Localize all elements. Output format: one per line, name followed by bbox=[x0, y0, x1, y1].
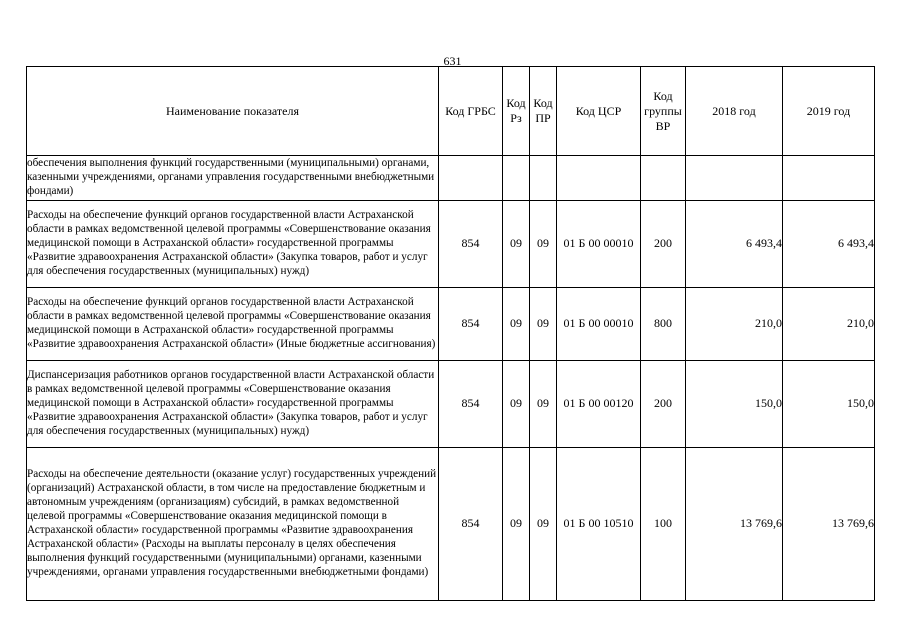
cell-csr bbox=[557, 156, 641, 201]
cell-2018: 150,0 bbox=[686, 361, 783, 448]
cell-grbs: 854 bbox=[439, 361, 503, 448]
header-grbs: Код ГРБС bbox=[439, 67, 503, 156]
cell-vr: 800 bbox=[641, 288, 686, 361]
table-row bbox=[27, 361, 875, 448]
cell-2018 bbox=[686, 156, 783, 201]
cell-csr: 01 Б 00 10510 bbox=[557, 448, 641, 601]
cell-pr: 09 bbox=[530, 201, 557, 288]
cell-vr: 100 bbox=[641, 448, 686, 601]
cell-grbs: 854 bbox=[439, 448, 503, 601]
cell-2018: 6 493,4 bbox=[686, 201, 783, 288]
header-pr: Код ПР bbox=[530, 67, 557, 156]
cell-grbs bbox=[439, 156, 503, 201]
cell-name: Расходы на обеспечение функций органов государственной власти Астраханской области в рамках ведомственной целевой программы «Совершенствование оказания медицинской помощи в Астраханской области» государственной программы «Развитие здравоохранения Астраханской области» (Иные бюджетные ассигнования) bbox=[27, 288, 439, 361]
budget-table bbox=[26, 66, 875, 601]
cell-vr bbox=[641, 156, 686, 201]
cell-vr: 200 bbox=[641, 361, 686, 448]
table-row bbox=[27, 448, 875, 601]
cell-csr: 01 Б 00 00010 bbox=[557, 288, 641, 361]
cell-pr: 09 bbox=[530, 288, 557, 361]
cell-rz bbox=[503, 156, 530, 201]
cell-2019 bbox=[783, 156, 875, 201]
cell-pr: 09 bbox=[530, 448, 557, 601]
cell-csr: 01 Б 00 00120 bbox=[557, 361, 641, 448]
cell-grbs: 854 bbox=[439, 288, 503, 361]
header-rz: Код Рз bbox=[503, 67, 530, 156]
cell-2019: 210,0 bbox=[783, 288, 875, 361]
cell-rz: 09 bbox=[503, 448, 530, 601]
cell-rz: 09 bbox=[503, 288, 530, 361]
cell-rz: 09 bbox=[503, 201, 530, 288]
header-row bbox=[27, 67, 875, 156]
table-row bbox=[27, 288, 875, 361]
cell-pr bbox=[530, 156, 557, 201]
table-row bbox=[27, 156, 875, 201]
cell-2019: 6 493,4 bbox=[783, 201, 875, 288]
cell-2019: 150,0 bbox=[783, 361, 875, 448]
cell-csr: 01 Б 00 00010 bbox=[557, 201, 641, 288]
cell-vr: 200 bbox=[641, 201, 686, 288]
header-2018: 2018 год bbox=[686, 67, 783, 156]
cell-2019: 13 769,6 bbox=[783, 448, 875, 601]
header-vr: Код группы ВР bbox=[641, 67, 686, 156]
cell-pr: 09 bbox=[530, 361, 557, 448]
page-number: 631 bbox=[443, 54, 462, 68]
cell-name: Расходы на обеспечение деятельности (оказание услуг) государственных учреждений (организаций) Астраханской области, в том числе на предоставление бюджетным и автономным учреждениям (организациям) субсидий, в рамках ведомственной целевой программы «Совершенствование оказания медицинской помощи в Астраханской области» государственной программы «Развитие здравоохранения Астраханской области» (Расходы на выплаты персоналу в целях обеспечения выполнения функций государственными (муниципальными) органами, казенными учреждениями, органами управления государственными внебюджетными фондами) bbox=[27, 448, 439, 601]
header-2019: 2019 год bbox=[783, 67, 875, 156]
cell-rz: 09 bbox=[503, 361, 530, 448]
table-row bbox=[27, 201, 875, 288]
header-csr: Код ЦСР bbox=[557, 67, 641, 156]
cell-name: обеспечения выполнения функций государственными (муниципальными) органами, казенными учреждениями, органами управления государственными внебюджетными фондами) bbox=[27, 156, 439, 201]
header-name: Наименование показателя bbox=[27, 67, 439, 156]
cell-2018: 13 769,6 bbox=[686, 448, 783, 601]
cell-grbs: 854 bbox=[439, 201, 503, 288]
cell-2018: 210,0 bbox=[686, 288, 783, 361]
cell-name: Расходы на обеспечение функций органов государственной власти Астраханской области в рамках ведомственной целевой программы «Совершенствование оказания медицинской помощи в Астраханской области» государственной программы «Развитие здравоохранения Астраханской области» (Закупка товаров, работ и услуг для обеспечения государственных (муниципальных) нужд) bbox=[27, 201, 439, 288]
cell-name: Диспансеризация работников органов государственной власти Астраханской области в рамках ведомственной целевой программы «Совершенствование оказания медицинской помощи в Астраханской области» государственной программы «Развитие здравоохранения Астраханской области» (Закупка товаров, работ и услуг для обеспечения государственных (муниципальных) нужд) bbox=[27, 361, 439, 448]
